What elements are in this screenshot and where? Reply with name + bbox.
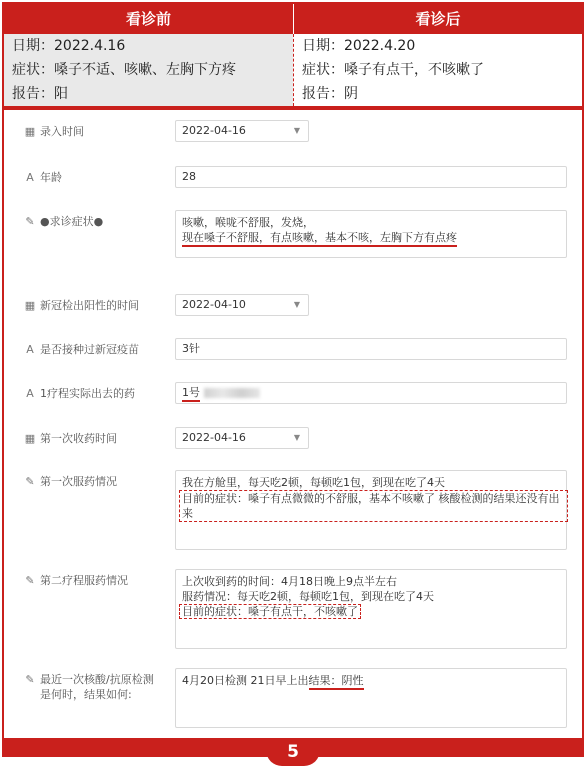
after-summary (294, 34, 582, 106)
positive-time-value: 2022-04-10 (182, 298, 246, 311)
before-report: 报告：阳 (12, 86, 68, 102)
entry-time-select[interactable] (175, 120, 309, 142)
vaccinated-label: 是否接种过新冠疫苗 (40, 343, 139, 356)
text-field-icon: A (26, 171, 34, 184)
edit-icon: ✎ (25, 215, 35, 228)
positive-time-select[interactable] (175, 294, 309, 316)
text-field-icon: A (26, 387, 34, 400)
entry-time-label: 录入时间 (40, 125, 84, 138)
edit-icon: ✎ (25, 475, 35, 488)
latest-test-prefix: 4月20日检测 21日早上出 (182, 674, 309, 687)
second-course-line3: 目前的症状：嗓子有点干，不咳嗽了 (179, 604, 361, 619)
first-dose-time-label: 第一次收药时间 (40, 432, 117, 445)
chevron-down-icon: ▼ (293, 433, 300, 442)
latest-test-result: 结果：阴性 (309, 674, 364, 690)
blurred-text (204, 388, 260, 398)
first-course-line3: 来 (182, 507, 193, 520)
age-input[interactable]: 28 (175, 166, 567, 188)
medicine-label: 1疗程实际出去的药 (40, 387, 135, 400)
first-course-line2: 目前的症状：嗓子有点微微的不舒服，基本不咳嗽了 核酸检测的结果还没有出 (182, 492, 560, 505)
vaccinated-input[interactable]: 3针 (175, 338, 567, 360)
second-course-line2: 服药情况：每天吃2顿，每顿吃1包，到现在吃了4天 (182, 590, 434, 603)
before-summary (4, 34, 293, 106)
latest-test-label: 最近一次核酸/抗原检测是何时，结果如何: (40, 673, 154, 701)
second-course-line1: 上次收到药的时间：4月18日晚上9点半左右 (182, 575, 397, 588)
first-course-highlight (179, 490, 568, 522)
before-date: 日期：2022.4.16 (12, 38, 126, 54)
before-header: 看诊前 (4, 4, 293, 34)
after-header: 看诊后 (294, 4, 582, 34)
chief-complaint-label: ●求诊症状● (40, 215, 104, 228)
medicine-input[interactable] (175, 382, 567, 404)
page-number: 5 (266, 738, 320, 766)
slide-frame (2, 2, 584, 757)
edit-icon: ✎ (25, 574, 35, 587)
edit-icon: ✎ (25, 673, 35, 686)
first-course-line1: 我在方舱里，每天吃2顿，每顿吃1包，到现在吃了4天 (182, 476, 445, 489)
second-course-textarea[interactable] (175, 569, 567, 649)
age-label: 年龄 (40, 171, 62, 184)
chief-complaint-line2: 现在嗓子不舒服，有点咳嗽，基本不咳，左胸下方有点疼 (182, 231, 457, 247)
text-field-icon: A (26, 343, 34, 356)
first-course-label: 第一次服药情况 (40, 475, 117, 488)
entry-time-value: 2022-04-16 (182, 124, 246, 137)
chief-complaint-line1: 咳嗽，喉咙不舒服，发烧， (182, 216, 314, 229)
after-symptom: 症状：嗓子有点干，不咳嗽了 (302, 62, 484, 78)
positive-time-label: 新冠检出阳性的时间 (40, 299, 139, 312)
after-report: 报告：阴 (302, 86, 358, 102)
column-divider (293, 34, 294, 106)
first-course-textarea[interactable] (175, 470, 567, 550)
second-course-label: 第二疗程服药情况 (40, 574, 128, 587)
calendar-icon: ▦ (24, 432, 36, 445)
latest-test-textarea[interactable] (175, 668, 567, 728)
chevron-down-icon: ▼ (293, 126, 300, 135)
patient-form (10, 110, 576, 740)
after-date: 日期：2022.4.20 (302, 38, 416, 54)
chief-complaint-textarea[interactable] (175, 210, 567, 258)
first-dose-time-select[interactable] (175, 427, 309, 449)
calendar-icon: ▦ (24, 299, 36, 312)
before-symptom: 症状：嗓子不适、咳嗽、左胸下方疼 (12, 62, 236, 78)
first-dose-time-value: 2022-04-16 (182, 431, 246, 444)
chevron-down-icon: ▼ (293, 300, 300, 309)
medicine-value: 1号 (182, 386, 200, 402)
calendar-icon: ▦ (24, 125, 36, 138)
